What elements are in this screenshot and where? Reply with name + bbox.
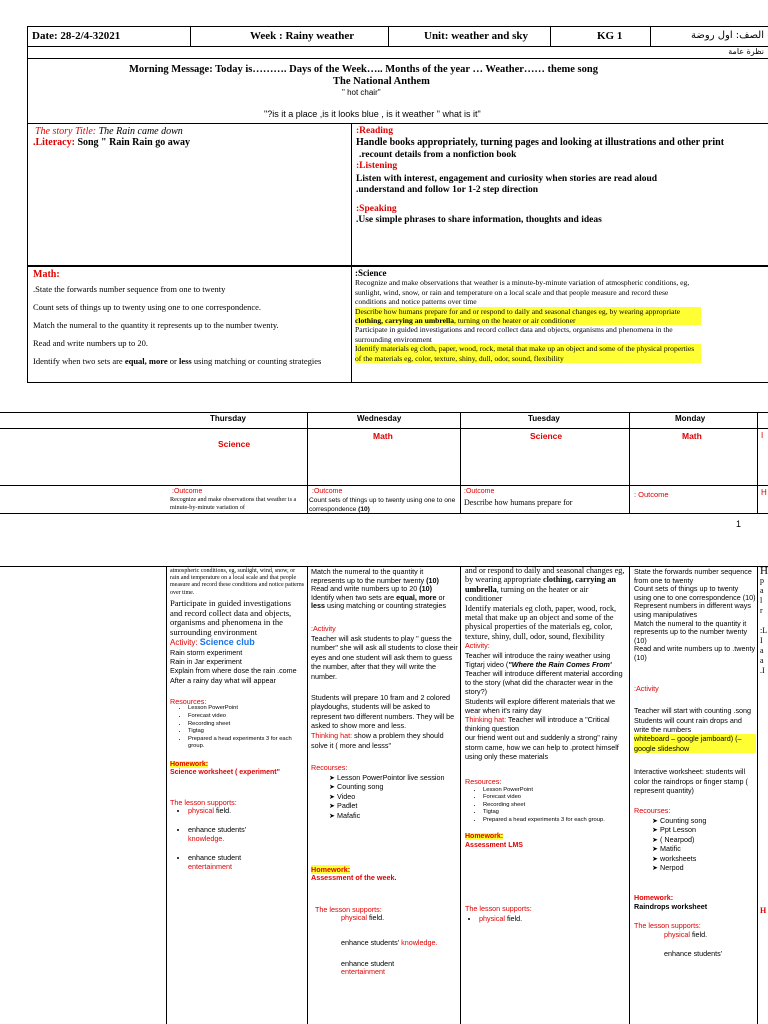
tue-resources-label: Resources: — [465, 777, 502, 787]
wed-text-part: Read and write numbers up to 20 — [311, 584, 420, 594]
sup-text: field. — [366, 913, 385, 923]
tuesday-column — [465, 566, 627, 923]
outcome-thursday-text: Recognize and make observations that weather is a minute-by-minute variation of — [170, 496, 297, 511]
mon-text: Match the numeral to the quantity it represents up to the number twenty (10) — [634, 618, 748, 645]
mon-text: Count sets of things up to twenty using one to one correspondence (10) — [634, 584, 756, 602]
math-item — [33, 356, 349, 367]
sup-text: enhance student — [341, 958, 395, 968]
divider — [757, 412, 758, 514]
sup-text: field. — [689, 930, 708, 939]
tue-activity-label: Activity: — [465, 641, 490, 651]
speaking-item: .Use simple phrases to share information, thoughts and ideas — [356, 215, 602, 225]
reading-item: Handle books appropriately, turning pages and looking at illustrations and other print — [356, 137, 725, 148]
resource-item: ➤ Nerpod — [652, 863, 756, 872]
divider — [190, 26, 191, 47]
thursday-column — [170, 568, 305, 871]
tue-hw-value: Assessment LMS — [465, 841, 523, 849]
sup-text: field. — [504, 913, 523, 923]
sup-red: entertainment — [341, 967, 385, 977]
wed-bold: (10) — [426, 575, 439, 585]
literacy-value: Song " Rain Rain go away — [77, 137, 190, 148]
literacy-label: .Literacy: — [33, 137, 75, 148]
thinking-label: Thinking hat: — [311, 730, 353, 740]
activity-label: Activity: — [170, 638, 200, 647]
activity-value: Science club — [199, 637, 255, 647]
wednesday-column — [311, 568, 459, 977]
outcome-num: (10) — [358, 505, 370, 513]
wed-bold: equal, more — [396, 592, 437, 602]
sup-text: enhance students' — [188, 825, 247, 835]
story-title-value: The Rain came down — [98, 126, 183, 137]
tue-bold: clothing, carrying an umbrella — [465, 575, 616, 594]
thu-supports-label: The lesson supports: — [170, 797, 237, 807]
divider — [0, 485, 768, 486]
outcome-monday: : Outcome — [634, 490, 669, 499]
morning-section — [27, 58, 768, 124]
tue-activity: Teacher will introduce different material according to the story (what did the character wear in the story?) — [465, 669, 623, 697]
thu-activity-item: After a rainy day what will appear — [170, 675, 276, 685]
tue-activity — [465, 651, 627, 669]
supports-item — [188, 806, 305, 815]
math-bold: equal, more — [124, 356, 168, 366]
subject-thursday: Science — [218, 439, 251, 449]
thu-activity-item: Explain from where dose the rain .come — [170, 666, 297, 676]
mon-activity: whiteboard – google jamboard) (– google slideshow — [634, 734, 756, 753]
tue-hw-label: Homework: — [465, 833, 504, 841]
wed-activity: Students will prepare 10 fram and 2 colored playdoughs, students will be asked to represent two different numbers. They will be asked to show more and less. — [311, 692, 455, 731]
supports-item — [311, 939, 459, 948]
thu-activity-item: Rain in Jar experiment — [170, 657, 242, 666]
wed-text-part: Identify when two sets are — [311, 592, 397, 602]
thinking-value: show a problem they should solve it ( more and lesss" — [311, 730, 444, 750]
header-date: Date: 28-2/4-32021 — [32, 30, 121, 42]
resource-item: • Lesson PowerPoint — [188, 705, 305, 713]
outcome-wednesday: :Outcome — [312, 488, 343, 495]
wed-text-part: using matching or counting strategies — [325, 601, 447, 611]
sup-red: physical — [664, 930, 690, 939]
resource-item: • Tigtag — [188, 728, 305, 736]
mon-text: Represent numbers in different ways using manipulatives — [634, 601, 751, 619]
tue-activity-part: Teacher will introduce the rainy weather using Tigtarj video ( — [465, 650, 611, 669]
math-label: Math: — [33, 269, 60, 280]
tue-thinking — [465, 715, 627, 733]
divider — [460, 566, 461, 1024]
edge-char: .I — [760, 666, 765, 675]
outcome-wednesday-text — [309, 497, 459, 514]
wed-hw-label: Homework: — [311, 864, 351, 874]
story-cell — [27, 123, 352, 266]
thu-activity-item: Rain storm experiment — [170, 647, 243, 657]
math-item: .State the forwards number sequence from one to twenty — [33, 284, 226, 294]
edge-char: H — [760, 906, 767, 915]
morning-line2: The National Anthem — [333, 76, 430, 87]
morning-line1: Morning Message: Today is………. Days of the Week….. Months of the year … Weather…… theme song — [129, 64, 598, 75]
tue-activity: our friend went out and suddenly a strong" rainy storm came, how we can help to .protect himself using only these materials — [465, 733, 619, 761]
tue-activity: Students will explore different materials that we wear when it's rainy day — [465, 696, 616, 715]
divider — [550, 26, 551, 47]
divider — [650, 26, 651, 47]
sup-text: field. — [213, 806, 232, 816]
sup-red: physical — [188, 806, 214, 816]
thu-big-text: Participate in guided investigations and record collect data and objects, organisms and phenomena in the surrounding environment — [170, 597, 292, 638]
day-tuesday: Tuesday — [528, 414, 560, 423]
edge-char: l — [760, 596, 763, 605]
edge-char: a — [760, 586, 764, 595]
story-title-label: The story Title: — [35, 126, 97, 137]
monday-column — [634, 568, 756, 958]
wed-text-part: or — [436, 592, 445, 602]
resource-item: ➤ Lesson PowerPointor live session — [329, 773, 459, 783]
sup-red: knowledge. — [401, 938, 438, 948]
supports-item — [311, 960, 459, 977]
header-week: Week : Rainy weather — [250, 30, 355, 42]
divider — [307, 412, 308, 514]
subject-wednesday: Math — [373, 431, 393, 441]
mon-activity: Teacher will start with counting .song — [634, 706, 752, 716]
resource-item: • Recording sheet — [483, 802, 627, 810]
outcome-text: Count sets of things up to twenty using one to one correspondence — [309, 497, 456, 513]
thu-top-text: atmospheric conditions, eg, sunlight, wind, snow, or rain and temperature on a local scale and that people measure and record these conditions and notice patterns over time. — [170, 568, 305, 596]
mon-hw-value: Raindrops worksheet — [634, 902, 708, 912]
wed-supports-label: The lesson supports: — [315, 904, 382, 914]
divider — [166, 566, 167, 1024]
mon-activity: Students will count rain drops and write the numbers — [634, 715, 742, 734]
subject-monday: Math — [682, 431, 702, 441]
edge-char: a — [760, 656, 764, 665]
wed-bold: less — [311, 601, 325, 611]
edge-char: p — [760, 576, 764, 585]
edge-text: H — [761, 488, 767, 497]
edge-char: r — [760, 606, 763, 615]
mon-res-label: Recourses: — [634, 806, 671, 816]
tue-text: Identify materials eg cloth, paper, wood, rock, metal that make up an object and some of the physical properties of the materials eg, color, texture, shiny, dull, odor, sound, flexibility — [465, 603, 617, 641]
supports-item — [188, 825, 305, 843]
resource-item: ➤ worksheets — [652, 854, 756, 863]
thinking-value: Teacher will introduce a "Critical thinking question — [465, 715, 610, 734]
resource-item: • Forecast video — [483, 794, 627, 802]
thu-activity — [170, 638, 305, 648]
science-item: Recognize and make observations that weather is a minute-by-minute variation of atmospheric conditions, eg, sunlight, wind, snow, or rain and temperature on a local scale and that people measure and record these conditions and notice patterns over time — [355, 278, 690, 307]
header-unit: Unit: weather and sky — [424, 30, 529, 42]
math-bold: less — [178, 356, 192, 366]
mon-text: State the forwards number sequence from one to twenty — [634, 567, 752, 585]
math-item: Match the numeral to the quantity it represents up to the number twenty. — [33, 320, 279, 330]
science-item — [355, 307, 701, 326]
wed-text-part: Match the numeral to the quantity it represents up to the number twenty — [311, 567, 427, 585]
sup-text: enhance students' — [341, 938, 402, 948]
tue-activity-bold: "Where the Rain Comes From' — [508, 659, 612, 669]
thu-hw-label: Homework: — [170, 760, 209, 768]
divider — [388, 26, 389, 47]
divider — [307, 566, 308, 1024]
science-label: :Science — [355, 268, 387, 278]
resource-item: • Lesson PowerPoint — [483, 787, 627, 795]
resource-item: ➤ ( Nearpod) — [652, 835, 756, 844]
sup-red: entertainment — [188, 862, 232, 872]
resource-item: ➤ Padlet — [329, 801, 459, 811]
sup-red: physical — [479, 913, 505, 923]
edge-char: a — [760, 646, 764, 655]
subject-tuesday: Science — [530, 431, 563, 441]
sup-text: enhance student — [188, 853, 242, 863]
thinking-label: Thinking hat: — [465, 715, 507, 725]
supports-item — [311, 914, 459, 923]
wed-res-label: Recourses: — [311, 763, 348, 773]
day-monday: Monday — [675, 414, 706, 423]
sup-red: physical — [341, 913, 367, 923]
math-text: or — [167, 356, 179, 366]
thu-resources-label: Resources: — [170, 697, 207, 707]
day-thursday: Thursday — [210, 414, 247, 423]
edge-char: H — [760, 566, 768, 577]
resource-item: ➤ Mafafic — [329, 811, 459, 821]
sup-red: knowledge. — [188, 834, 225, 844]
mon-activity-label: :Activity — [634, 683, 659, 693]
tue-text — [465, 566, 627, 604]
science-text: , turning on the heater or air conditioner — [454, 316, 576, 326]
wed-text — [311, 594, 459, 611]
edge-char: :L — [760, 626, 768, 635]
math-item: Read and write numbers up to 20. — [33, 338, 148, 348]
resource-item: • Recording sheet — [188, 721, 305, 729]
mon-supports-label: The lesson supports: — [634, 921, 701, 931]
listening-item: Listen with interest, engagement and curiosity when stories are read aloud — [356, 174, 658, 184]
header-class-ar: الصف: اول روضة — [691, 30, 764, 41]
science-cell — [351, 266, 768, 383]
mon-activity: Interactive worksheet: students will color the raindrops or finger stamp ( represent quantity) — [634, 767, 748, 795]
divider — [629, 566, 630, 1024]
edge-column — [760, 566, 768, 916]
mon-text: Read and write numbers up to .twenty (10) — [634, 644, 756, 662]
edge-text: I — [761, 431, 764, 440]
wed-hw-value: Assessment of the week. — [311, 873, 397, 883]
tue-supports-label: The lesson supports: — [465, 904, 532, 914]
math-text: using matching or counting strategies — [191, 356, 322, 366]
divider — [629, 412, 630, 514]
supports-item — [479, 914, 627, 923]
divider — [0, 428, 768, 429]
listening-item: .understand and follow 1or 1-2 step direction — [356, 185, 539, 195]
mon-hw-label: Homework: — [634, 893, 674, 903]
science-item: Identify materials eg cloth, paper, wood, rock, metal that make up an object and some of the physical properties of the materials eg, color, texture, shiny, dull, odor, sound, flexibility — [355, 344, 701, 363]
day-wednesday: Wednesday — [357, 414, 402, 423]
resource-item: ➤ Video — [329, 792, 459, 802]
wed-activity-label: :Activity — [311, 623, 336, 633]
resource-item: • Prepared a head experiments 3 for each group. — [483, 817, 627, 825]
math-text: Identify when two sets are — [33, 356, 125, 366]
reading-item: .recount details from a nonfiction book — [359, 150, 517, 160]
tue-text-part: , turning on the heater or air conditioner — [465, 584, 589, 604]
outcome-thursday: :Outcome — [172, 488, 203, 495]
science-text: Describe how humans prepare for and or respond to daily and seasonal changes eg, by wearing appropriate — [355, 306, 680, 316]
resource-item: • Prepared a head experiments 3 for each group. — [188, 736, 305, 751]
morning-line3: " hot chair" — [342, 88, 381, 97]
resource-item: • Forecast video — [188, 713, 305, 721]
header-class: KG 1 — [597, 30, 623, 42]
math-cell — [27, 266, 352, 383]
science-item: Participate in guided investigations and record collect data and objects, organisms and phenomena in the surrounding environment — [355, 325, 673, 344]
resource-item: ➤ Counting song — [329, 782, 459, 792]
divider — [460, 412, 461, 514]
page-number: 1 — [736, 519, 742, 529]
supports-item: enhance students' — [664, 948, 723, 958]
math-item: Count sets of things up to twenty using one to one correspondence. — [33, 302, 262, 312]
reading-heading: :Reading — [356, 126, 393, 136]
speaking-heading: :Speaking — [356, 204, 397, 214]
overview-ar: نظرة عامة — [728, 47, 764, 56]
resource-item: ➤ Matific — [652, 844, 756, 853]
morning-line4: "?is it a place ,is it looks blue , is it weather " what is it" — [264, 109, 481, 119]
wed-thinking — [311, 731, 459, 750]
outcome-tuesday: :Outcome — [464, 488, 495, 495]
supports-item — [634, 931, 756, 940]
wed-activity: Teacher will ask students to play " guess the number" she will ask all students to close their eyes and one student will ask them to guess the number, after that they will write the number. — [311, 633, 458, 681]
science-bold: clothing, carrying an umbrella — [355, 316, 455, 326]
resource-item: • Tigtag — [483, 809, 627, 817]
thu-hw-value: Science worksheet ( experiment" — [170, 769, 280, 777]
edge-char: I — [760, 636, 763, 645]
divider — [757, 566, 758, 1024]
supports-item — [188, 853, 305, 871]
wed-bold: (10) — [419, 584, 433, 594]
outcome-tuesday-text: Describe how humans prepare for — [464, 498, 573, 507]
listening-heading: :Listening — [356, 161, 398, 171]
tue-text-part: and or respond to daily and seasonal changes eg, by wearing appropriate — [465, 566, 625, 585]
resource-item: ➤ Counting song — [652, 816, 756, 825]
reading-cell — [351, 123, 768, 266]
wed-text — [311, 568, 459, 585]
resource-item: ➤ Ppt Lesson — [652, 825, 756, 834]
